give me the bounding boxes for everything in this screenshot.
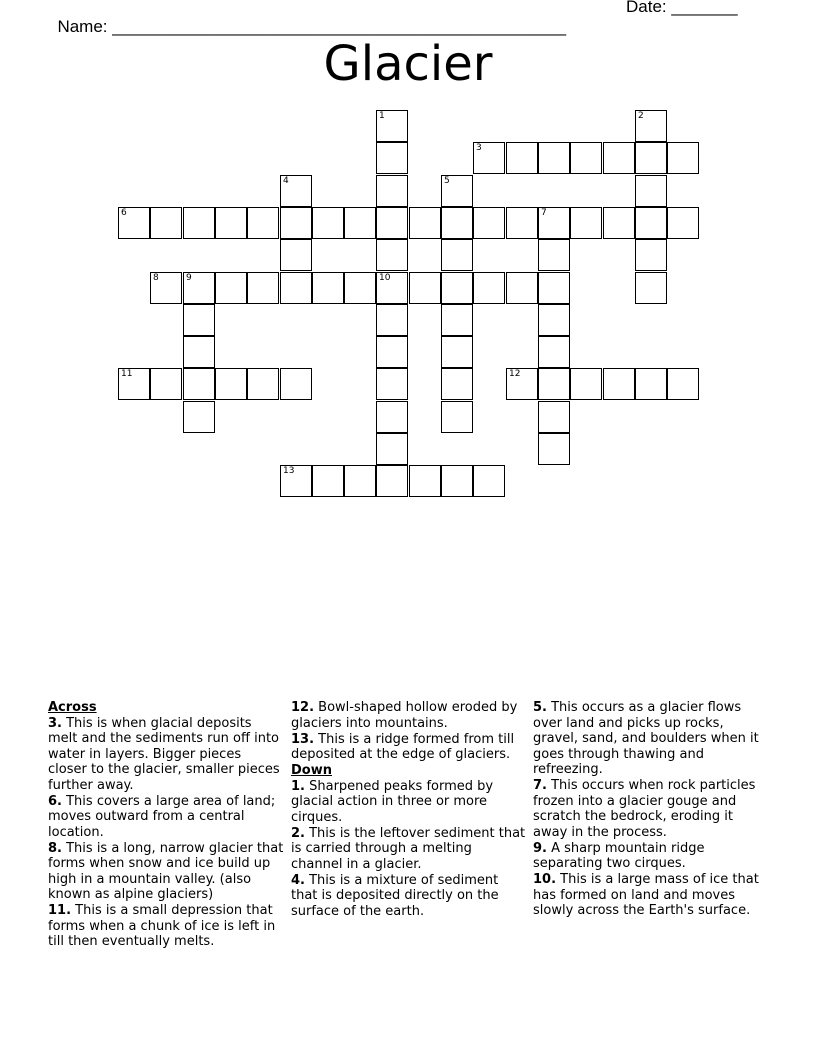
grid-cell[interactable] — [312, 207, 344, 239]
grid-cell[interactable] — [667, 142, 699, 174]
grid-cell[interactable] — [280, 368, 312, 400]
grid-cell[interactable] — [183, 272, 215, 304]
clue-number: 11 — [121, 369, 133, 379]
clue-number-label: 6. — [48, 793, 62, 809]
clue-number: 9 — [186, 273, 192, 283]
grid-cell[interactable] — [635, 142, 667, 174]
grid-cell[interactable] — [441, 336, 473, 368]
clue-item — [48, 903, 284, 950]
grid-cell[interactable] — [118, 368, 150, 400]
grid-cell[interactable] — [280, 272, 312, 304]
clue-text: Bowl-shaped hollow eroded by glaciers into mountains. — [291, 700, 518, 731]
clue-item — [291, 826, 527, 873]
grid-cell[interactable] — [441, 239, 473, 271]
grid-cell[interactable] — [376, 465, 408, 497]
down-clue-list — [291, 779, 527, 920]
clue-item — [291, 873, 527, 920]
grid-cell[interactable] — [506, 368, 538, 400]
grid-cell[interactable] — [376, 336, 408, 368]
grid-cell[interactable] — [667, 207, 699, 239]
across-clue-list-continued — [291, 700, 527, 763]
grid-cell[interactable] — [376, 239, 408, 271]
clue-text: This is when glacial deposits melt and the sediments run off into water in layers. Bigger pieces closer to the glacier, smaller pieces further away. — [48, 715, 280, 793]
grid-cell[interactable] — [344, 272, 376, 304]
clue-number-label: 4. — [291, 872, 305, 888]
clue-text: This covers a large area of land; moves outward from a central location. — [48, 793, 276, 840]
clue-number: 2 — [638, 111, 644, 121]
clue-text: This is a ridge formed from till deposited at the edge of glaciers. — [291, 731, 515, 762]
clue-number-label: 7. — [533, 778, 547, 793]
clue-item — [48, 841, 284, 903]
across-clue-list — [48, 716, 284, 950]
grid-cell[interactable] — [183, 207, 215, 239]
grid-cell[interactable] — [538, 336, 570, 368]
grid-cell[interactable] — [635, 110, 667, 142]
grid-cell[interactable] — [603, 368, 635, 400]
grid-cell[interactable] — [635, 207, 667, 239]
grid-cell[interactable] — [441, 304, 473, 336]
grid-cell[interactable] — [376, 272, 408, 304]
clue-number: 4 — [283, 176, 289, 186]
clue-number-label: 13. — [291, 731, 315, 747]
grid-cell[interactable] — [376, 304, 408, 336]
clues-column-2 — [291, 700, 527, 920]
clues-column-1 — [48, 700, 284, 950]
clue-number-label: 11. — [48, 903, 72, 918]
page-title: Glacier — [323, 36, 493, 92]
grid-cell[interactable] — [376, 175, 408, 207]
grid-cell[interactable] — [150, 368, 182, 400]
clue-number: 3 — [476, 143, 482, 153]
grid-cell[interactable] — [247, 272, 279, 304]
grid-cell[interactable] — [409, 207, 441, 239]
grid-cell[interactable] — [215, 368, 247, 400]
grid-cell[interactable] — [215, 272, 247, 304]
clue-item — [48, 794, 284, 841]
clue-number: 5 — [444, 176, 450, 186]
grid-cell[interactable] — [344, 207, 376, 239]
clue-number-label: 10. — [533, 872, 557, 887]
clues-column-3 — [533, 700, 769, 919]
grid-cell[interactable] — [538, 239, 570, 271]
grid-cell[interactable] — [570, 142, 602, 174]
grid-cell[interactable] — [441, 175, 473, 207]
grid-cell[interactable] — [603, 142, 635, 174]
clue-item — [533, 872, 769, 919]
grid-cell[interactable] — [280, 175, 312, 207]
grid-cell[interactable] — [441, 368, 473, 400]
clue-item — [533, 700, 769, 778]
grid-cell[interactable] — [280, 465, 312, 497]
clue-number-label: 1. — [291, 778, 305, 794]
grid-cell[interactable] — [183, 336, 215, 368]
down-heading: Down — [291, 763, 332, 778]
grid-cell[interactable] — [473, 142, 505, 174]
grid-cell[interactable] — [376, 401, 408, 433]
grid-cell[interactable] — [376, 110, 408, 142]
clue-number-label: 12. — [291, 700, 315, 715]
grid-cell[interactable] — [538, 368, 570, 400]
grid-cell[interactable] — [506, 207, 538, 239]
grid-cell[interactable] — [506, 272, 538, 304]
grid-cell[interactable] — [635, 368, 667, 400]
clue-number-label: 8. — [48, 840, 62, 856]
clue-text: A sharp mountain ridge separating two cirques. — [533, 840, 705, 871]
grid-cell[interactable] — [280, 207, 312, 239]
grid-cell[interactable] — [570, 368, 602, 400]
clue-number: 13 — [283, 466, 295, 476]
grid-cell[interactable] — [409, 272, 441, 304]
grid-cell[interactable] — [376, 142, 408, 174]
clue-item — [533, 841, 769, 872]
grid-cell[interactable] — [441, 207, 473, 239]
grid-cell[interactable] — [312, 465, 344, 497]
grid-cell[interactable] — [247, 207, 279, 239]
grid-cell[interactable] — [538, 207, 570, 239]
grid-cell[interactable] — [344, 465, 376, 497]
name-field[interactable]: Name: ________________________________________________ — [57, 17, 567, 36]
clue-text: This is a large mass of ice that has formed on land and moves slowly across the Earth's surface. — [533, 872, 759, 918]
grid-cell[interactable] — [376, 368, 408, 400]
clue-text: Sharpened peaks formed by glacial action in three or more cirques. — [291, 778, 494, 825]
grid-cell[interactable] — [635, 272, 667, 304]
grid-cell[interactable] — [506, 142, 538, 174]
grid-cell[interactable] — [473, 272, 505, 304]
clue-text: This is the leftover sediment that is carried through a melting channel in a glacier. — [291, 825, 526, 872]
grid-cell[interactable] — [376, 207, 408, 239]
grid-cell[interactable] — [441, 272, 473, 304]
clue-number: 8 — [153, 273, 159, 283]
clue-number: 6 — [121, 208, 127, 218]
down-clue-list-continued — [533, 700, 769, 919]
grid-cell[interactable] — [376, 433, 408, 465]
grid-cell[interactable] — [215, 207, 247, 239]
grid-cell[interactable] — [409, 465, 441, 497]
clue-item — [291, 732, 527, 763]
clue-number-label: 2. — [291, 825, 305, 841]
grid-cell[interactable] — [473, 465, 505, 497]
clue-text: This occurs as a glacier flows over land and picks up rocks, gravel, sand, and boulders when it goes through thawing and refreezing. — [533, 700, 759, 777]
grid-cell[interactable] — [473, 207, 505, 239]
clue-text: This is a small depression that forms when a chunk of ice is left in till then eventually melts. — [48, 903, 276, 949]
grid-cell[interactable] — [635, 175, 667, 207]
grid-cell[interactable] — [538, 142, 570, 174]
grid-cell[interactable] — [570, 207, 602, 239]
clue-text: This is a long, narrow glacier that forms when snow and ice build up high in a mountain valley. (also known as alpine glaciers) — [48, 840, 284, 902]
clue-item — [48, 716, 284, 794]
date-field[interactable]: Date: _______ — [626, 0, 738, 16]
grid-cell[interactable] — [635, 239, 667, 271]
grid-cell[interactable] — [247, 368, 279, 400]
grid-cell[interactable] — [538, 304, 570, 336]
grid-cell[interactable] — [441, 465, 473, 497]
clue-text: This occurs when rock particles frozen into a glacier gouge and scratch the bedrock, eroding it away in the process. — [533, 778, 756, 840]
clue-number-label: 9. — [533, 840, 547, 856]
grid-cell[interactable] — [150, 272, 182, 304]
grid-cell[interactable] — [538, 401, 570, 433]
clue-text: This is a mixture of sediment that is deposited directly on the surface of the earth. — [291, 872, 499, 919]
clue-number-label: 5. — [533, 700, 547, 715]
grid-cell[interactable] — [667, 368, 699, 400]
grid-cell[interactable] — [538, 272, 570, 304]
clue-item — [291, 700, 527, 731]
clue-number: 7 — [541, 208, 547, 218]
grid-cell[interactable] — [183, 368, 215, 400]
clue-number: 12 — [509, 369, 521, 379]
grid-cell[interactable] — [441, 401, 473, 433]
crossword-grid — [0, 0, 816, 520]
clue-number-label: 3. — [48, 715, 62, 731]
grid-cell[interactable] — [118, 207, 150, 239]
grid-cell[interactable] — [603, 207, 635, 239]
grid-cell[interactable] — [280, 239, 312, 271]
grid-cell[interactable] — [183, 401, 215, 433]
clue-number: 1 — [379, 111, 385, 121]
clue-item — [533, 778, 769, 840]
grid-cell[interactable] — [150, 207, 182, 239]
grid-cell[interactable] — [312, 272, 344, 304]
grid-cell[interactable] — [183, 304, 215, 336]
clue-item — [291, 779, 527, 826]
clue-number: 10 — [379, 273, 391, 283]
across-heading: Across — [48, 700, 97, 715]
grid-cell[interactable] — [538, 433, 570, 465]
